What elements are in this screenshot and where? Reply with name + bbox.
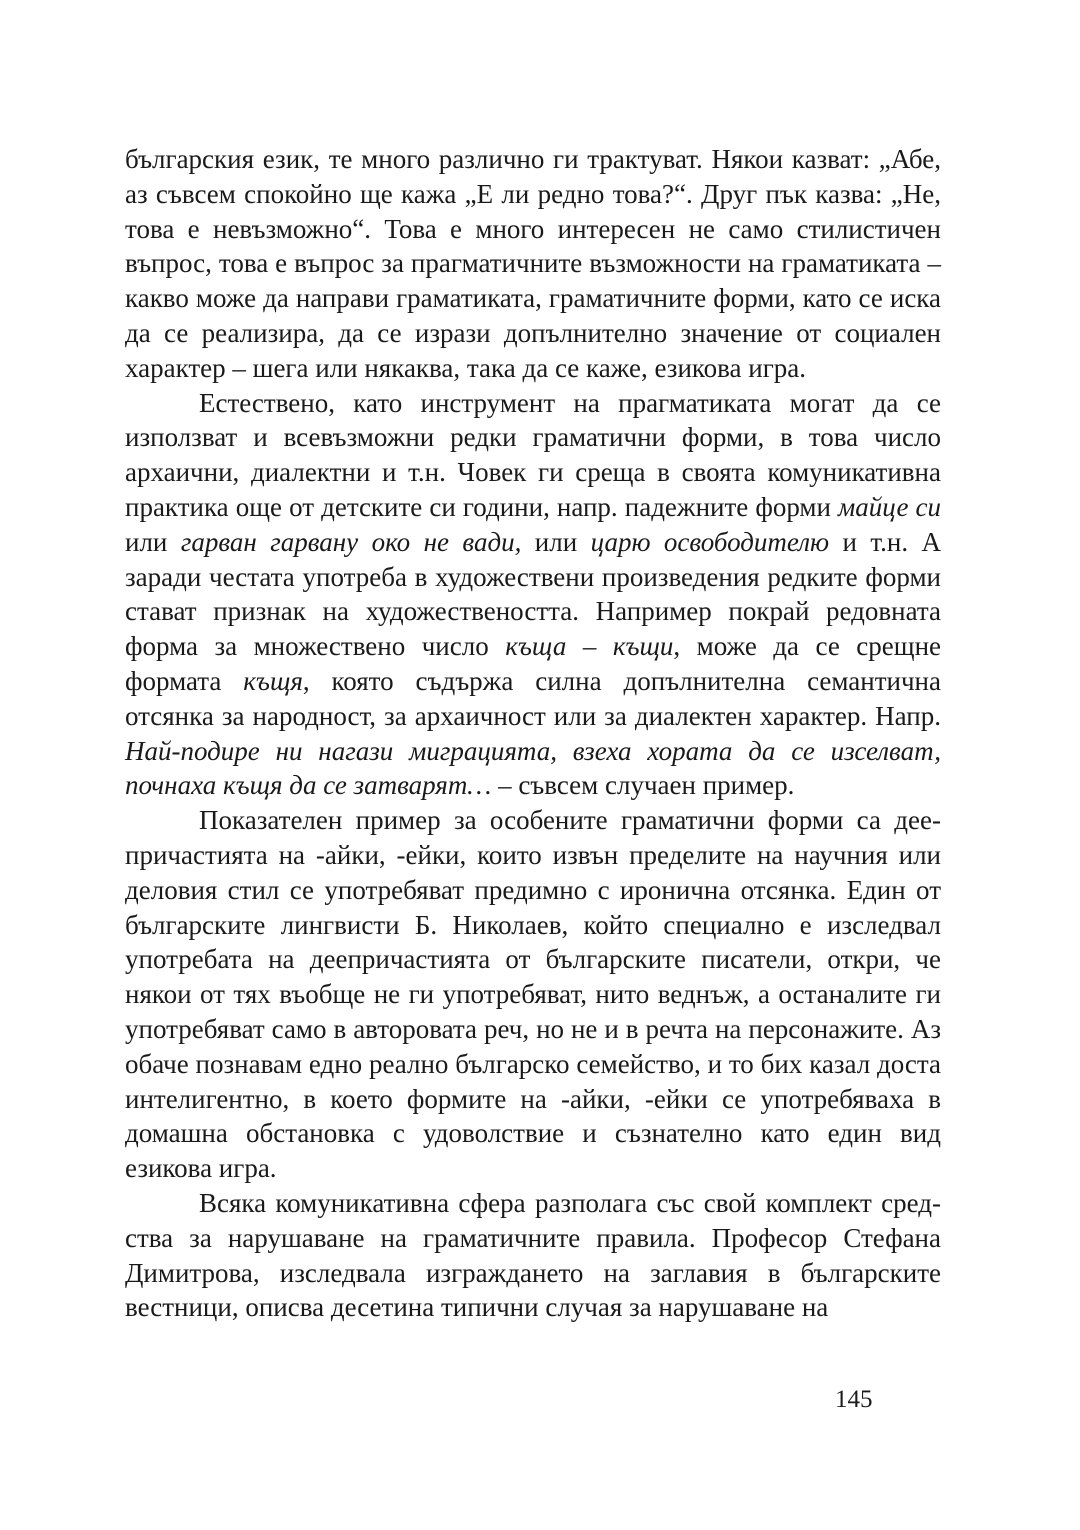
body-text: или xyxy=(521,526,591,557)
page-body xyxy=(125,142,941,1325)
italic-example-text: майце си xyxy=(838,491,941,522)
italic-example-text: къща – къщи xyxy=(505,631,674,662)
italic-example-text: царю освободителю xyxy=(590,526,830,557)
body-text: , може да се срещне формата xyxy=(125,631,941,696)
paragraph-2 xyxy=(125,386,941,804)
body-text: или xyxy=(125,526,181,557)
paragraph-1 xyxy=(125,142,941,386)
body-text: и т.н. А заради честата употреба в художествени произведения редките форми стават признак на художествеността. Например покрай редовната форма за множествено число xyxy=(125,526,941,662)
body-text: Всяка комуникативна сфера разполага със свой комплект средства за нарушаване на граматичните правила. Професор Стефана Димитрова, изследвала изграждането на заглавия в българските вестници, описва десетина типични случая за нарушаване на xyxy=(125,1187,941,1323)
paragraph-4 xyxy=(125,1186,941,1325)
body-text: българския език, те много различно ги трактуват. Някои казват: „Абе, аз съвсем спокойно ще кажа „Е ли редно това?“. Друг пък казва: „Не, това е невъзможно“. Това е много интересен не само стилистичен въпрос, това е въпрос за прагматичните възможности на граматиката – какво може да направи граматиката, граматичните форми, като се иска да се реализира, да се изрази допълнително значение от социален характер – шега или някаква, така да се каже, езикова игра. xyxy=(125,144,941,383)
body-text: , която съдържа силна допълнителна семантична отсянка за народност, за архаичност или за диалектен характер. Напр. xyxy=(125,665,941,731)
italic-example-text: гарван гарвану око не вади, xyxy=(180,526,522,557)
body-text: Естествено, като инструмент на прагматиката могат да се използват и всевъзможни редки граматични форми, в това число архаични, диалектни и т.н. Човек ги среща в своята комуникативна практика още от детските си години, напр. падежните форми xyxy=(125,387,941,522)
page-number: 145 xyxy=(835,1386,873,1413)
italic-example-text: Най-подире ни нагази миграцията, взеха хората да се изселват, почнаха къщя да се затварят… xyxy=(125,735,941,801)
italic-example-text: къщя xyxy=(243,665,303,696)
paragraph-3 xyxy=(125,803,941,1186)
body-text: – съвсем случаен пример. xyxy=(491,770,795,801)
body-text: Показателен пример за особените граматични форми са деепричастията на -айки, -ейки, които извън пределите на научния или деловия стил се употребяват предимно с иронична отсянка. Един от българските лингвисти Б. Николаев, който специално е изследвал употребата на деепричастията от българските писатели, откри, че някои от тях въобще не ги употребяват, нито веднъж, а останалите ги употребяват само в авторовата реч, но не и в речта на персонажите. Аз обаче познавам едно реално българско семейство, и то бих казал доста интелигентно, в което формите на -айки, -ейки се употребяваха в домашна обстановка с удоволствие и съзнателно като един вид езикова игра. xyxy=(125,805,941,1184)
